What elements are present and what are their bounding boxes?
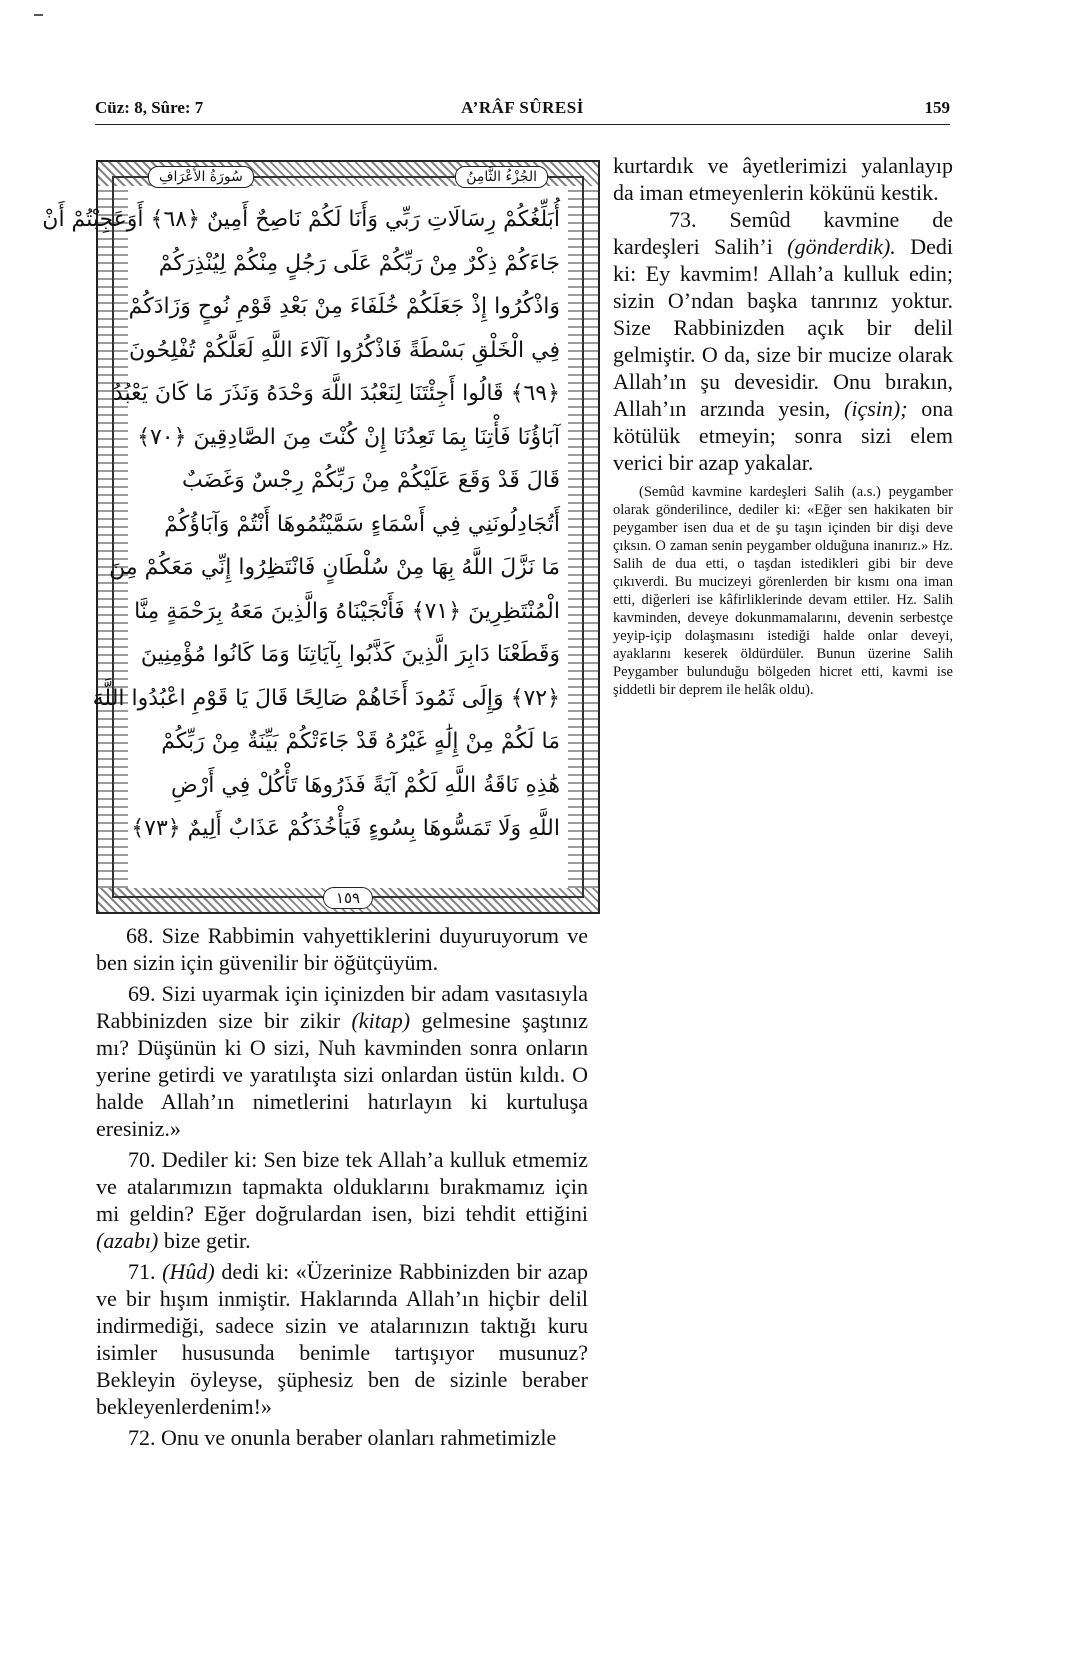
arabic-text-panel [42,160,600,914]
arabic-line: الْمُنْتَظِرِينَ ﴿٧١﴾ فَأَنْجَيْنَاهُ وَالَّذِينَ مَعَهُ بِرَحْمَةٍ مِنَّا [134,598,560,624]
bottom-translation-column [96,922,588,1455]
arabic-line: وَاذْكُرُوا إِذْ جَعَلَكُمْ خُلَفَاءَ مِنْ بَعْدِ قَوْمِ نُوحٍ وَزَادَكُمْ [128,294,560,319]
arabic-line: وَقَطَعْنَا دَابِرَ الَّذِينَ كَذَّبُوا بِآيَاتِنَا وَمَا كَانُوا مُؤْمِنِينَ [140,642,560,667]
arabic-page-number: ١٥٩ [323,887,373,909]
verse-69: 69. Sizi uyarmak için içinizden bir adam vasıtasıyla Rabbinizden size bir zikir (kitap) gelmesine şaştınız mı? Düşünün ki O sizi, Nuh kavminden sonra onların yerine getirdi ve yaratılışta sizi onlardan üstün kıldı. O halde Allah’ın nimetlerini hatırlayın ki kurtuluşa eresiniz.» [96,981,588,1141]
arabic-line: أَتُجَادِلُونَنِي فِي أَسْمَاءٍ سَمَّيْتُمُوهَا أَنْتُمْ وَآبَاؤُكُمْ [164,511,560,537]
continuation-text: kurtardık ve âyetlerimizi yalanlayıp da iman etmeyenlerin kökünü kestik. [613,153,953,205]
arabic-line: مَا لَكُمْ مِنْ إِلَٰهٍ غَيْرُهُ قَدْ جَاءَتْكُمْ بَيِّنَةٌ مِنْ رَبِّكُمْ [161,729,560,754]
arabic-line: جَاءَكُمْ ذِكْرٌ مِنْ رَبِّكُمْ عَلَى رَجُلٍ مِنْكُمْ لِيُنْذِرَكُمْ [158,250,560,276]
sura-title: A’RÂF SÛRESİ [461,98,584,117]
sura-name-cartouche: سُورَةُ الأَعْرَافِ [148,166,254,188]
arabic-line: ﴿٦٩﴾ قَالُوا أَجِئْتَنَا لِنَعْبُدَ اللَّهَ وَحْدَهُ وَنَذَرَ مَا كَانَ يَعْبُدُ [112,381,560,406]
verse-73: 73. Semûd kavmine de kardeşleri Salih’i (gönderdik). Dedi ki: Ey kavmim! Allah’a kulluk edin; sizin O’ndan başka tanrınız yoktur. Size Rabbinizden açık bir delil gelmiştir. O da, size bir mucize olarak Allah’ın şu devesidir. Onu bırakın, Allah’ın arzında yesin, (içsin); ona kötülük etmeyin; sonra sizi elem verici bir azap yakalar. [613,207,953,475]
verse-68: 68. Size Rabbimin vahyettiklerini duyuruyorum ve ben sizin için güvenilir bir öğütçüyüm. [96,923,588,975]
arabic-line: آبَاؤُنَا فَأْتِنَا بِمَا تَعِدُنَا إِنْ كُنْتَ مِنَ الصَّادِقِينَ ﴿٧٠﴾ [137,424,560,450]
verse-71: 71. (Hûd) dedi ki: «Üzerinize Rabbinizden bir azap ve bir hışım inmiştir. Haklarında Allah’ın hiçbir delil indirmediği, sadece sizin ve atalarınızın taktığı kuru isimler hususunda benimle tartışıyor musunuz? Bekleyin öyleyse, şüphesiz ben de sizinle beraber bekleyenlerdenim!» [96,1259,589,1419]
juz-sura-label: Cüz: 8, Sûre: 7 [95,98,204,117]
arabic-line: قَالَ قَدْ وَقَعَ عَلَيْكُمْ مِنْ رَبِّكُمْ رِجْسٌ وَغَضَبٌ [181,468,560,493]
arabic-line: فِي الْخَلْقِ بَسْطَةً فَاذْكُرُوا آلَاءَ اللَّهِ لَعَلَّكُمْ تُفْلِحُونَ [129,337,560,363]
arabic-line: أُبَلِّغُكُمْ رِسَالَاتِ رَبِّي وَأَنَا لَكُمْ نَاصِحٌ أَمِينٌ ﴿٦٨﴾ أَوَعَجِبْتُمْ أَنْ [42,207,560,232]
arabic-verses [42,198,560,872]
verse-72: 72. Onu ve onunla beraber olanları rahmetimizle [128,1425,557,1450]
verse-70: 70. Dediler ki: Sen bize tek Allah’a kulluk etmemiz ve atalarımızın tapmakta olduklarını bırakmamız için mi geldin? Eğer doğrulardan isen, bizi tehdit ettiğini (azabı) bize getir. [96,1147,588,1253]
arabic-line: مَا نَزَّلَ اللَّهُ بِهَا مِنْ سُلْطَانٍ فَانْتَظِرُوا إِنِّي مَعَكُمْ مِنَ [109,555,560,580]
page-number: 159 [924,98,950,117]
arabic-line: هَٰذِهِ نَاقَةُ اللَّهِ لَكُمْ آيَةً فَذَرُوهَا تَأْكُلْ فِي أَرْضِ [171,772,560,798]
juz-name-cartouche: الجُزْءُ الثَّامِنُ [455,166,548,188]
arabic-line: اللَّهِ وَلَا تَمَسُّوهَا بِسُوءٍ فَيَأْخُذَكُمْ عَذَابٌ أَلِيمٌ ﴿٧٣﴾ [131,816,560,841]
right-translation-column [613,152,953,699]
arabic-line: ﴿٧٢﴾ وَإِلَى ثَمُودَ أَخَاهُمْ صَالِحًا قَالَ يَا قَوْمِ اعْبُدُوا اللَّهَ [92,685,560,711]
footnote: (Semûd kavmine kardeşleri Salih (a.s.) peygamber olarak gönderilince, dediler ki: «Eğer sen hakikaten bir peygamber isen dua et de şu taşın içinden bir dişi deve çıksın. O zaman senin peygamber olduğuna inanırız.» Hz. Salih de dua etti, o taşdan istedikleri gibi bir deve çıkıverdi. Bu mucizeyi görenlerden bir kısmı ona iman etti, diğerleri ise kâfirliklerinde devam ettiler. Hz. Salih kavminden, deveye dokunmamalarını, devenin serbestçe yeyip-içip dolaşmasını istediği halde onlar deveyi, ayaklarını keserek öldürdüler. Bunun üzerine Salih Peygamber bulunduğu bölgeden hicret etti, kavmi ise şiddetli bir deprem ile helâk oldu). [613,484,953,698]
margin-mark [34,14,43,16]
page-header [95,98,950,125]
